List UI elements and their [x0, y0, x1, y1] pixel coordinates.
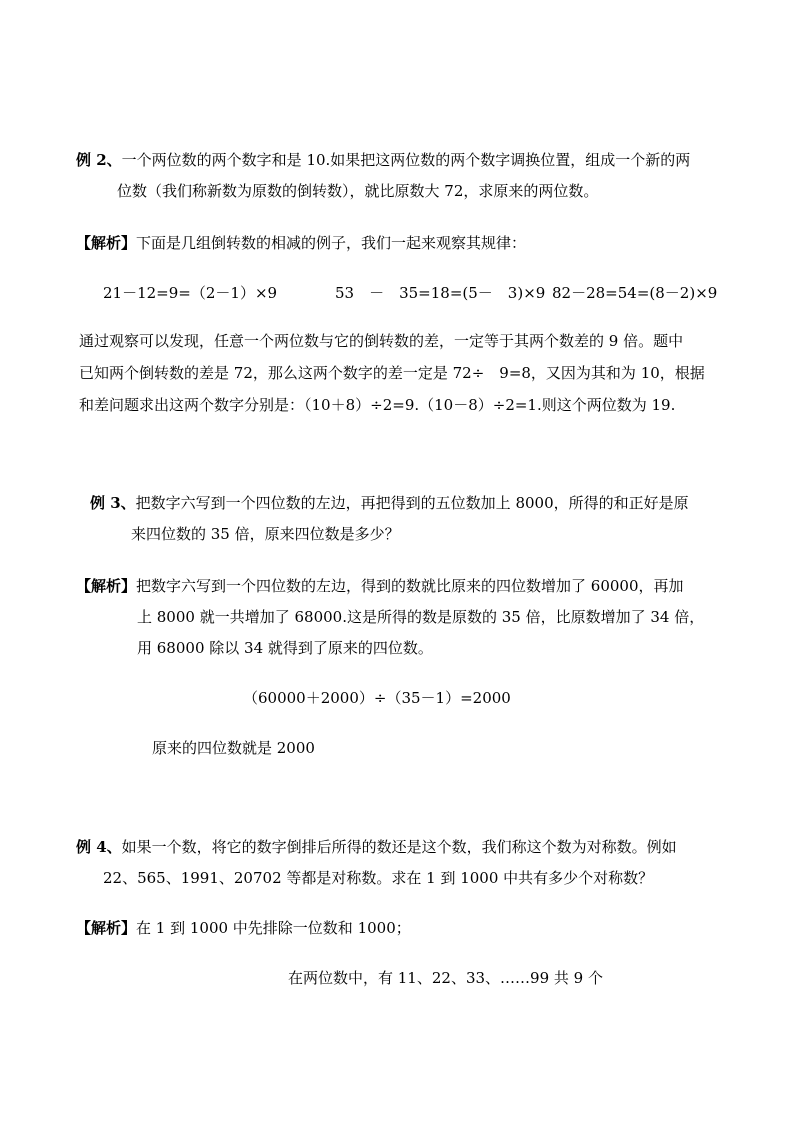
example-4-question-line-2: 22、565、1991、20702 等都是对称数。求在 1 到 1000 中共有多少个对称数？ — [103, 869, 654, 887]
analysis-tag: 【解析】 — [76, 919, 137, 937]
example-3-question-line-2: 来四位数的 35 倍，原来四位数是多少？ — [131, 525, 400, 543]
example-4-analysis-line-2: 在两位数中，有 11、22、33、……99 共 9 个 — [288, 969, 603, 987]
example-2-equation-1: 21－12=9=（2－1）×9 — [103, 284, 278, 302]
analysis-text: 把数字六写到一个四位数的左边，得到的数就比原来的四位数增加了 60000，再加 — [136, 577, 684, 595]
example-3-analysis-line-1 — [76, 576, 684, 596]
example-2-analysis-line-2: 已知两个倒转数的差是 72，那么这两个数字的差一定是 72÷ 9=8，又因为其和为 10，根据 — [79, 364, 705, 382]
example-3-answer: 原来的四位数就是 2000 — [152, 739, 315, 757]
example-4-analysis-line-1 — [76, 918, 411, 938]
example-2-analysis-intro — [76, 233, 526, 253]
example-2-question-text: 一个两位数的两个数字和是 10.如果把这两位数的两个数字调换位置，组成一个新的两 — [121, 151, 691, 169]
example-3-equation: （60000＋2000）÷（35－1）=2000 — [243, 689, 511, 707]
example-3-question-line-1 — [90, 493, 689, 513]
example-4-label: 例 4、 — [76, 838, 122, 856]
example-3-label: 例 3、 — [90, 494, 136, 512]
analysis-text: 在 1 到 1000 中先排除一位数和 1000； — [136, 919, 411, 937]
analysis-tag: 【解析】 — [76, 234, 137, 252]
example-2-analysis-line-1: 通过观察可以发现，任意一个两位数与它的倒转数的差，一定等于其两个数差的 9 倍。题中 — [79, 332, 684, 350]
example-2-question-line-1 — [76, 150, 690, 170]
analysis-tag: 【解析】 — [76, 577, 137, 595]
example-2-question-line-2: 位数（我们称新数为原数的倒转数），就比原数大 72，求原来的两位数。 — [117, 182, 599, 200]
example-2-analysis-line-3: 和差问题求出这两个数字分别是：（10＋8）÷2=9.（10－8）÷2=1.则这个两位数为 19. — [79, 396, 676, 414]
example-2-label: 例 2、 — [76, 151, 122, 169]
example-2-equation-3: 82－28=54=(8－2)×9 — [552, 284, 718, 302]
example-4-question-line-1 — [76, 837, 677, 857]
example-3-analysis-line-2: 上 8000 就一共增加了 68000.这是所得的数是原数的 35 倍，比原数增加了 34 倍， — [137, 608, 705, 626]
example-2-equation-2: 53 － 35=18=(5－ 3)×9 — [335, 284, 546, 302]
example-3-question-text: 把数字六写到一个四位数的左边，再把得到的五位数加上 8000，所得的和正好是原 — [135, 494, 689, 512]
example-4-question-text: 如果一个数，将它的数字倒排后所得的数还是这个数，我们称这个数为对称数。例如 — [121, 838, 677, 856]
example-3-analysis-line-3: 用 68000 除以 34 就得到了原来的四位数。 — [137, 639, 433, 657]
analysis-text: 下面是几组倒转数的相减的例子，我们一起来观察其规律： — [136, 234, 527, 252]
